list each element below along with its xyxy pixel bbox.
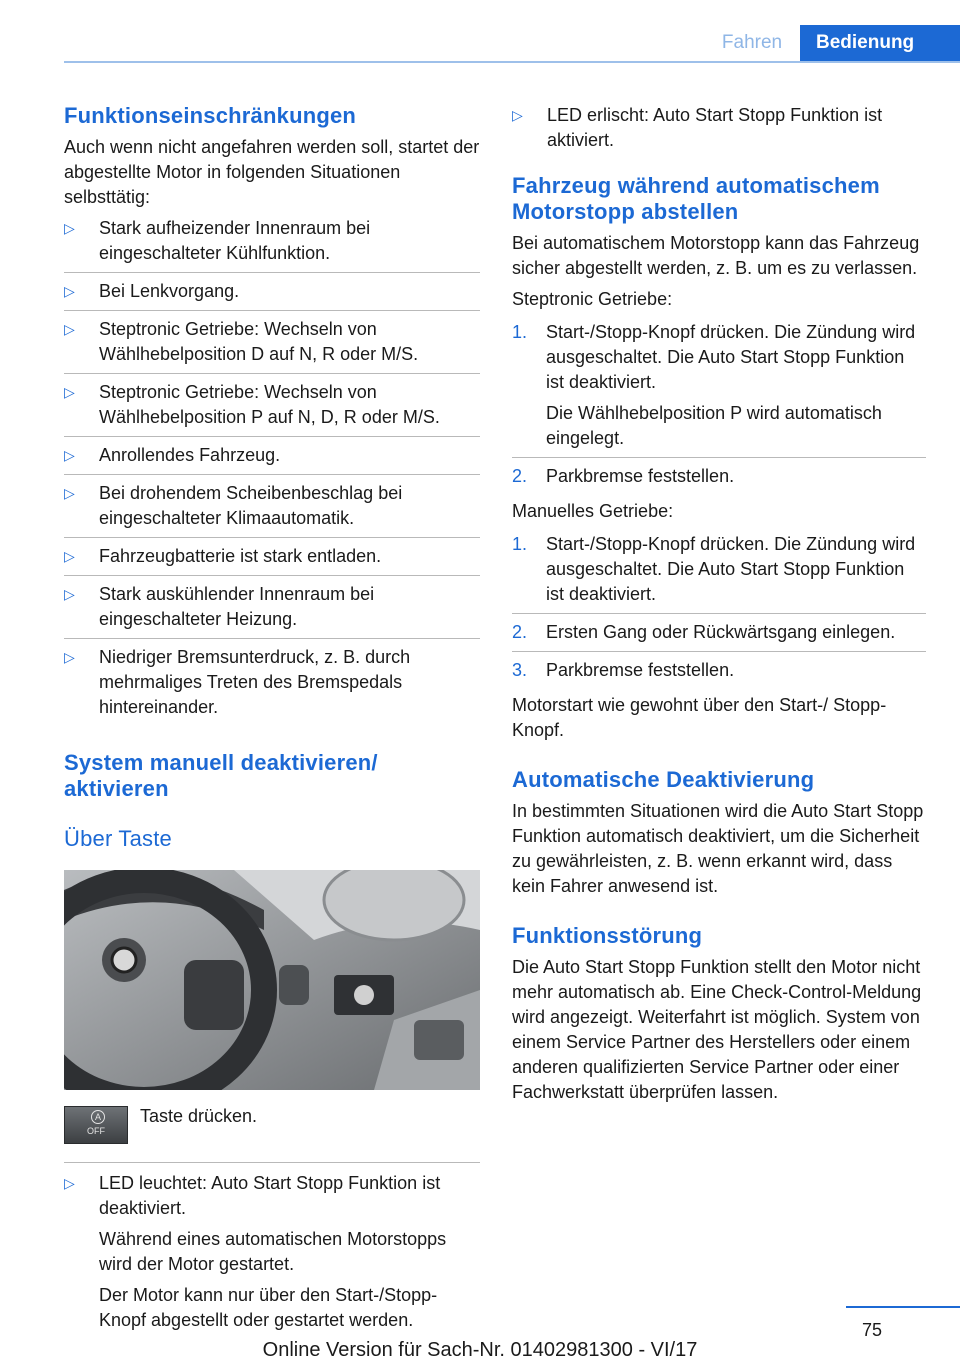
- triangle-bullet-icon: ▷: [64, 586, 75, 602]
- step-item: [512, 620, 926, 652]
- list-item-text: Anrollendes Fahrzeug.: [99, 445, 281, 465]
- divider: [64, 1162, 480, 1163]
- heading-fahrzeug-abstellen: Fahrzeug während automatischem Motorstopp abstellen: [512, 173, 880, 224]
- list-item-text: Stark auskühlender Innenraum bei eingeschalteter Heizung.: [99, 584, 375, 629]
- footer-divider: [846, 1306, 960, 1308]
- steering-wheel-photo: [64, 870, 480, 1090]
- header-divider: [64, 61, 960, 63]
- step-text: Start-/Stopp-Knopf drücken. Die Zündung wird ausgeschaltet. Die Auto Start Stopp Funktion ist deaktiviert.: [546, 534, 916, 604]
- list-item-text: Fahrzeugbatterie ist stark entladen.: [99, 546, 382, 566]
- paragraph-stoerung: Die Auto Start Stopp Funktion stellt den Motor nicht mehr automatisch ab. Eine Check-Control-Meldung wird angezeigt. Weiterfahrt ist möglich. System von einem Service Partner des Herstellers oder einem anderen qualifizierten Service Partner oder einer Fachwerkstatt überprüfen lassen.: [512, 957, 922, 1102]
- list-item: [64, 279, 480, 311]
- paragraph-funktion: Auch wenn nicht angefahren werden soll, startet der abgestellte Motor in folgenden Situationen selbsttätig:: [64, 137, 480, 207]
- list-item-text: Steptronic Getriebe: Wechseln von Wählhebelposition D auf N, R oder M/S.: [99, 319, 419, 364]
- list-item: [64, 443, 480, 475]
- button-caption: Taste drücken.: [140, 1106, 258, 1126]
- step-number: 2.: [512, 466, 528, 486]
- list-item-text: Niedriger Bremsunterdruck, z. B. durch mehrmaliges Treten des Bremspedals hintereinander.: [99, 647, 411, 717]
- chapter-header: [704, 25, 960, 61]
- restriction-list: [64, 216, 480, 726]
- step-item: [512, 464, 926, 495]
- step-item: [512, 658, 926, 689]
- step-text: Ersten Gang oder Rückwärtsgang einlegen.: [546, 622, 896, 642]
- triangle-bullet-icon: ▷: [64, 649, 75, 665]
- heading-funktionseinschraenkungen: Funktionseinschränkungen: [64, 103, 357, 128]
- list-item: [512, 103, 926, 159]
- list-item: [64, 645, 480, 726]
- triangle-bullet-icon: ▷: [512, 107, 523, 123]
- triangle-bullet-icon: ▷: [64, 384, 75, 400]
- heading-automatische-deaktivierung: Automatische Deaktivierung: [512, 767, 815, 792]
- label-manuell: Manuelles Getriebe:: [512, 501, 674, 521]
- triangle-bullet-icon: ▷: [64, 220, 75, 236]
- step-item: [512, 320, 926, 458]
- led-on-note-2: Der Motor kann nur über den Start-/Stopp-Knopf abgestellt oder gestartet werden.: [99, 1285, 438, 1330]
- tab-fahren[interactable]: Fahren: [704, 25, 800, 61]
- step-text: Start-/Stopp-Knopf drücken. Die Zündung wird ausgeschaltet. Die Auto Start Stopp Funktion ist deaktiviert.: [546, 322, 916, 392]
- led-on-text: LED leuchtet: Auto Start Stopp Funktion ist deaktiviert.: [99, 1173, 441, 1218]
- led-off-text: LED erlischt: Auto Start Stopp Funktion ist aktiviert.: [547, 105, 883, 150]
- list-item: [64, 317, 480, 374]
- step-number: 1.: [512, 534, 528, 554]
- paragraph-abstellen: Bei automatischem Motorstopp kann das Fahrzeug sicher abgestellt werden, z. B. um es zu verlassen.: [512, 233, 920, 278]
- step-note: Die Wählhebelposition P wird automatisch eingelegt.: [546, 403, 882, 448]
- list-item: [64, 216, 480, 273]
- label-steptronic: Steptronic Getriebe:: [512, 289, 673, 309]
- manual-steps: [512, 532, 926, 689]
- step-item: [512, 532, 926, 614]
- step-text: Parkbremse feststellen.: [546, 660, 735, 680]
- left-column: [64, 103, 480, 1345]
- list-item: [64, 544, 480, 576]
- list-item: [64, 1171, 480, 1339]
- led-list: [64, 1171, 480, 1339]
- list-item-text: Bei drohendem Scheibenbeschlag bei eingeschalteter Klimaautomatik.: [99, 483, 403, 528]
- page-number: 75: [862, 1320, 883, 1340]
- triangle-bullet-icon: ▷: [64, 1175, 75, 1191]
- step-number: 1.: [512, 322, 528, 342]
- heading-ueber-taste: Über Taste: [64, 826, 172, 851]
- list-item-text: Bei Lenkvorgang.: [99, 281, 240, 301]
- list-item-text: Steptronic Getriebe: Wechseln von Wählhebelposition P auf N, D, R oder M/S.: [99, 382, 440, 427]
- list-item-text: Stark aufheizender Innenraum bei eingeschalteter Kühlfunktion.: [99, 218, 371, 263]
- cockpit-illustration: [64, 870, 480, 1090]
- step-text: Parkbremse feststellen.: [546, 466, 735, 486]
- led-on-note-1: Während eines automatischen Motorstopps wird der Motor gestartet.: [99, 1229, 447, 1274]
- triangle-bullet-icon: ▷: [64, 283, 75, 299]
- triangle-bullet-icon: ▷: [64, 485, 75, 501]
- list-item: [64, 481, 480, 538]
- triangle-bullet-icon: ▷: [64, 321, 75, 337]
- led-off-list: [512, 103, 926, 159]
- list-item: [64, 380, 480, 437]
- heading-system-manuell: System manuell deaktivieren/ aktivieren: [64, 750, 378, 801]
- list-item: [64, 582, 480, 639]
- paragraph-auto: In bestimmten Situationen wird die Auto Start Stopp Funktion automatisch deaktiviert, um die Sicherheit zu gewährleisten, z. B. wenn erkannt wird, dass kein Fahrer anwesend ist.: [512, 801, 924, 896]
- button-instruction: [64, 1106, 480, 1144]
- heading-funktionsstoerung: Funktionsstörung: [512, 923, 703, 948]
- auto-start-stop-button-icon: A OFF: [64, 1106, 128, 1144]
- tab-bedienung[interactable]: Bedienung: [800, 25, 960, 61]
- steptronic-steps: [512, 320, 926, 495]
- step-number: 3.: [512, 660, 528, 680]
- step-number: 2.: [512, 622, 528, 642]
- triangle-bullet-icon: ▷: [64, 548, 75, 564]
- right-column: [512, 103, 926, 1105]
- paragraph-motorstart: Motorstart wie gewohnt über den Start-/ Stopp-Knopf.: [512, 695, 887, 740]
- footer-text: Online Version für Sach-Nr. 01402981300 - VI/17: [262, 1339, 698, 1361]
- triangle-bullet-icon: ▷: [64, 447, 75, 463]
